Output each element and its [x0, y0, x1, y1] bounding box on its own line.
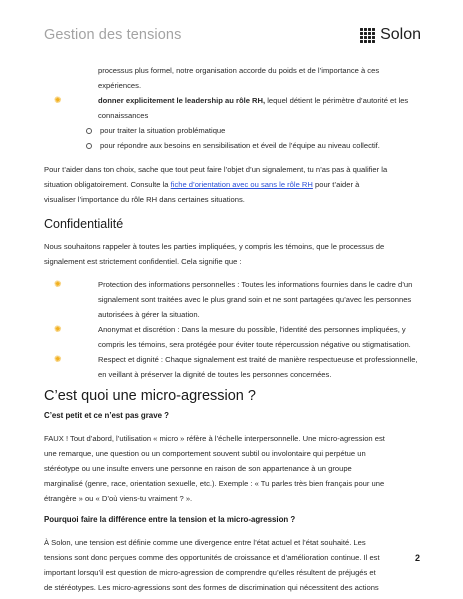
section-heading-confidentiality: Confidentialité	[44, 217, 124, 231]
subheading: C’est petit et ce n’est pas grave ?	[44, 411, 169, 420]
circle-bullet-icon	[86, 128, 92, 134]
paragraph: Pour t’aider dans ton choix, sache que tout peut faire l’objet d’un signalement, tu n’as pas à qualifier la	[44, 165, 388, 174]
paragraph: À Solon, une tension est définie comme une divergence entre l’état actuel et l’état souhaité. Les	[44, 538, 366, 547]
paragraph: situation obligatoirement. Consulte la fiche d’orientation avec ou sans le rôle RH pour t’aider à	[44, 180, 360, 189]
sun-bullet-icon: ✺	[54, 95, 62, 105]
orientation-sheet-link[interactable]: fiche d’orientation avec ou sans le rôle RH	[170, 180, 313, 189]
paragraph: Nous souhaitons rappeler à toutes les parties impliquées, y compris les témoins, que le processus de	[44, 242, 385, 251]
paragraph: stéréotype ou une insulte envers une personne en raison de son appartenance à un groupe	[44, 464, 352, 473]
section-heading-micro-aggression: C’est quoi une micro-agression ?	[44, 388, 256, 404]
sun-bullet-icon: ✺	[54, 279, 62, 289]
brand-logo	[360, 26, 421, 44]
list-item: ✺ Protection des informations personnelles : Toutes les informations fournies dans le cadre d’un signalement sont traitées avec le plus grand soin et ne sont partagées qu’avec les personnes autorisées à gérer la situation.	[54, 279, 413, 319]
circle-bullet-icon	[86, 143, 92, 149]
sun-bullet-icon: ✺	[54, 354, 62, 364]
paragraph: marginalisé (genre, race, orientation sexuelle, etc.). Exemple : « Tu parles très bien français pour une	[44, 479, 385, 488]
document-body	[44, 63, 422, 595]
paragraph: étrangère » ou « D’où viens-tu vraiment ? ».	[44, 494, 193, 503]
paragraph: signalement est strictement confidentiel. Cela signifie que :	[44, 257, 242, 266]
paragraph: une remarque, une question ou un comportement souvent subtil ou involontaire qui perpétue un	[44, 449, 366, 458]
brand-name: Solon	[380, 26, 421, 43]
paragraph: important lorsqu’il est question de micro-agression de comprendre qu’elles résultent de préjugés et	[44, 568, 376, 577]
list-item: ✺ Respect et dignité : Chaque signalement est traité de manière respectueuse et professionnelle, en veillant à préserver la dignité de toutes les personnes concernées.	[54, 354, 418, 379]
document-header-title: Gestion des tensions	[44, 27, 182, 43]
bullet-continuation: processus plus formel, notre organisation accorde du poids et de l’importance à ces	[98, 66, 380, 75]
sun-bullet-icon: ✺	[54, 324, 62, 334]
sub-list-item: pour répondre aux besoins en sensibilisation et éveil de l’équipe au niveau collectif.	[44, 138, 422, 153]
subheading: Pourquoi faire la différence entre la tension et la micro-agression ?	[44, 515, 296, 524]
list-item: ✺ donner explicitement le leadership au rôle RH, lequel détient le périmètre d’autorité et les connaissances	[54, 95, 409, 120]
paragraph: visualiser l’importance du rôle RH dans certaines situations.	[44, 195, 245, 204]
paragraph: FAUX ! Tout d’abord, l’utilisation « micro » réfère à l’échelle interpersonnelle. Une micro-agression est	[44, 434, 385, 443]
paragraph: de stéréotypes. Les micro-agressions sont des formes de discrimination qui nécessitent des actions	[44, 583, 379, 592]
paragraph: tensions sont donc perçues comme des opportunités de croissance et d’amélioration continue. Il est	[44, 553, 380, 562]
grid-logo-icon	[360, 28, 375, 43]
list-item: ✺ Anonymat et discrétion : Dans la mesure du possible, l’identité des personnes impliquées, y compris les témoins, sera protégée pour éviter toute répercussion négative ou stigmatisation.	[54, 324, 411, 349]
sub-list-item: pour traiter la situation problématique	[44, 123, 422, 138]
hr-leadership-bold: donner explicitement le leadership au rôle RH,	[98, 96, 266, 105]
bullet-continuation: expériences.	[98, 81, 142, 90]
page-number: 2	[414, 553, 420, 563]
